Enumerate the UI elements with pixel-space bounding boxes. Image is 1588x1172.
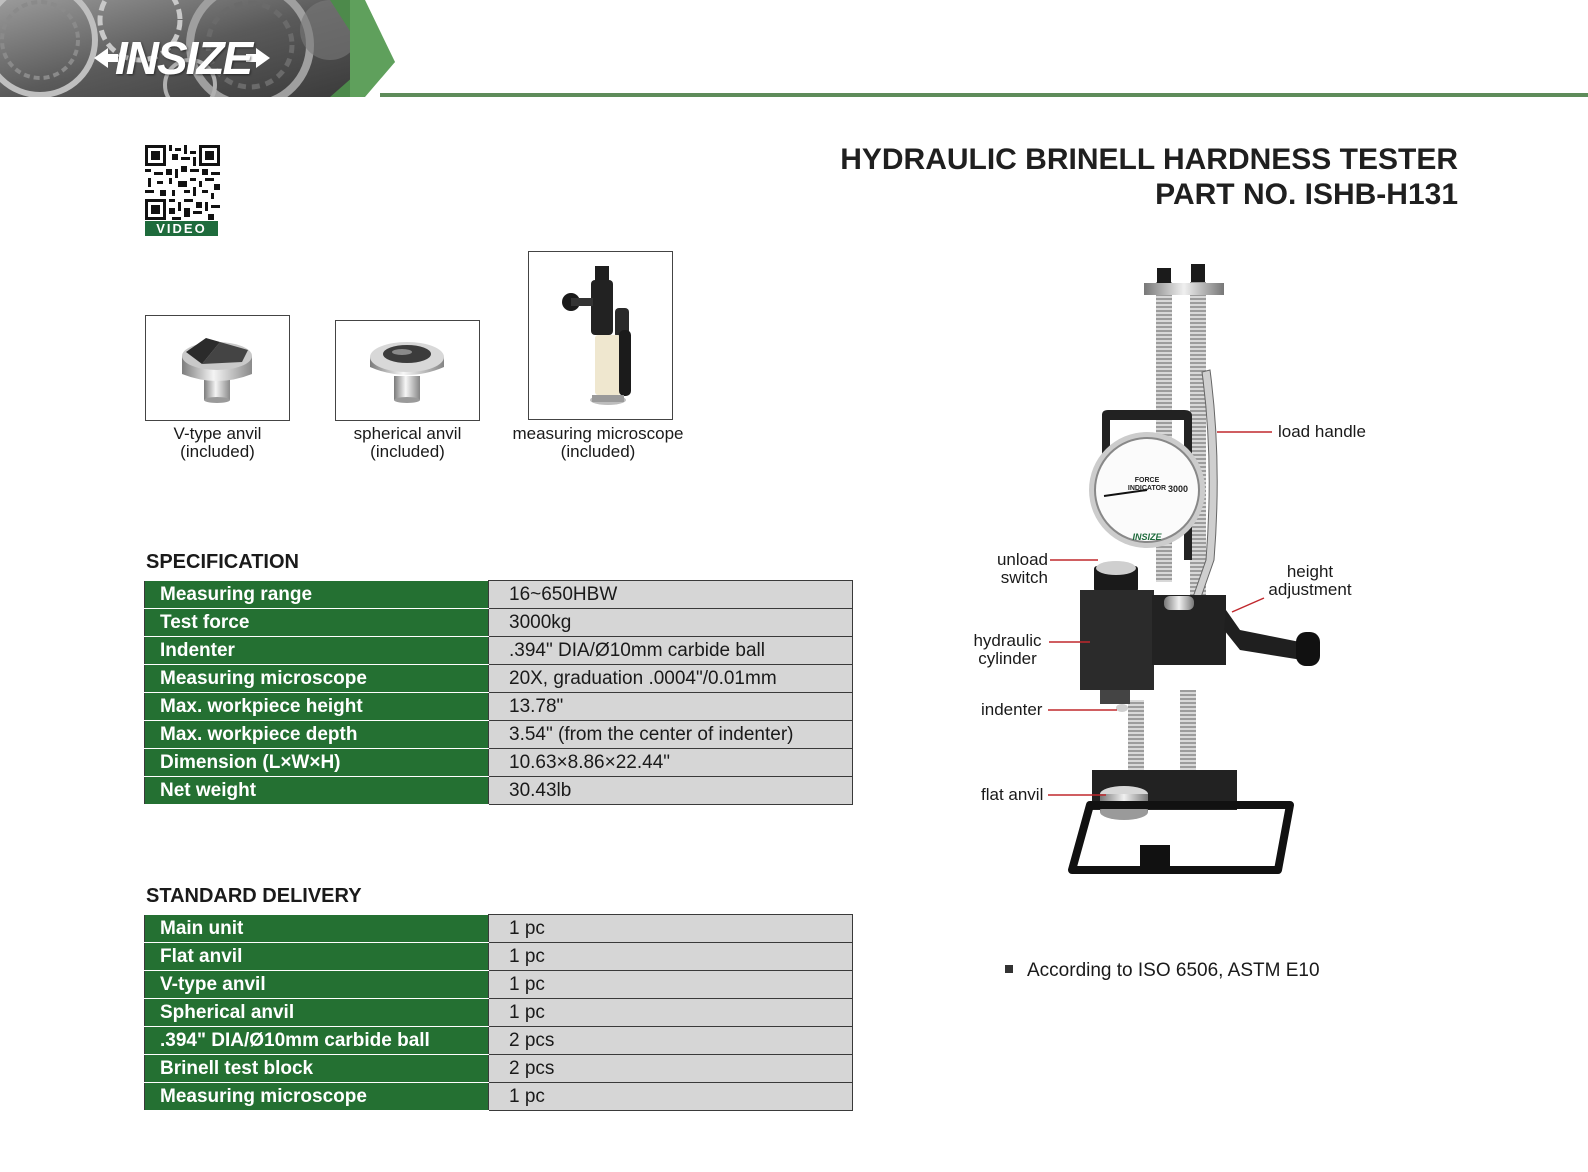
callout-height-adjustment-line2: adjustment (1268, 580, 1352, 599)
specification-table (144, 580, 853, 805)
delivery-qty: 2 pcs (489, 1027, 853, 1055)
delivery-qty: 1 pc (489, 1083, 853, 1111)
part-number: PART NO. ISHB-H131 (1155, 178, 1458, 211)
spec-value: .394" DIA/Ø10mm carbide ball (489, 637, 853, 665)
standard-delivery-heading: STANDARD DELIVERY (146, 885, 362, 907)
logo-text: INSIZE (115, 32, 252, 84)
spherical-anvil-caption (335, 425, 480, 461)
table-row (145, 721, 853, 749)
table-row (145, 999, 853, 1027)
callout-hydraulic-cylinder-line2: cylinder (978, 649, 1037, 668)
delivery-item: .394" DIA/Ø10mm carbide ball (145, 1027, 489, 1055)
table-row (145, 581, 853, 609)
measuring-microscope-image (528, 251, 673, 420)
delivery-item: Spherical anvil (145, 999, 489, 1027)
specification-heading: SPECIFICATION (146, 551, 299, 573)
callout-unload-switch-line1: unload (996, 550, 1048, 569)
v-type-anvil-image (145, 315, 290, 421)
spec-label: Test force (145, 609, 489, 637)
spherical-anvil-icon (336, 321, 479, 420)
spherical-anvil-image (335, 320, 480, 421)
spec-label: Max. workpiece depth (145, 721, 489, 749)
standard-delivery-table (144, 914, 853, 1111)
spec-value: 13.78" (489, 693, 853, 721)
gauge-reading: 3000 (1167, 484, 1189, 494)
spec-value: 3.54" (from the center of indenter) (489, 721, 853, 749)
v-type-anvil-icon (146, 316, 289, 420)
spec-label: Indenter (145, 637, 489, 665)
v-type-anvil-caption (145, 425, 290, 461)
bullet-icon (1005, 965, 1013, 973)
gauge-label-force: FORCE (1134, 477, 1160, 484)
callout-load-handle: load handle (1278, 422, 1366, 441)
spec-label: Max. workpiece height (145, 693, 489, 721)
gauge-brand: INSIZE (1132, 532, 1162, 542)
standard-note-text: According to ISO 6506, ASTM E10 (1027, 960, 1320, 981)
spec-label: Measuring microscope (145, 665, 489, 693)
delivery-qty: 1 pc (489, 943, 853, 971)
table-row (145, 1055, 853, 1083)
v-type-anvil-note: (included) (180, 442, 255, 461)
spec-label: Dimension (L×W×H) (145, 749, 489, 777)
callout-height-adjustment-line1: height (1286, 562, 1334, 581)
callout-unload-switch (985, 551, 1048, 587)
spec-value: 20X, graduation .0004"/0.01mm (489, 665, 853, 693)
product-name: HYDRAULIC BRINELL HARDNESS TESTER (840, 143, 1458, 176)
table-row (145, 749, 853, 777)
delivery-item: V-type anvil (145, 971, 489, 999)
table-row (145, 1027, 853, 1055)
table-row (145, 609, 853, 637)
callout-unload-switch-line2: switch (1000, 568, 1048, 587)
delivery-item: Measuring microscope (145, 1083, 489, 1111)
delivery-qty: 1 pc (489, 915, 853, 943)
spherical-anvil-name: spherical anvil (353, 424, 462, 443)
delivery-qty: 1 pc (489, 999, 853, 1027)
measuring-microscope-name: measuring microscope (512, 424, 684, 443)
table-row (145, 665, 853, 693)
measuring-microscope-caption (498, 425, 698, 461)
spec-value: 10.63×8.86×22.44" (489, 749, 853, 777)
spec-label: Measuring range (145, 581, 489, 609)
video-label: VIDEO (145, 221, 218, 236)
callout-hydraulic-cylinder-line1: hydraulic (973, 631, 1042, 650)
delivery-qty: 2 pcs (489, 1055, 853, 1083)
callout-indenter: indenter (981, 700, 1043, 719)
spec-value: 30.43lb (489, 777, 853, 805)
callout-hydraulic-cylinder (966, 632, 1049, 668)
callout-height-adjustment (1262, 563, 1358, 599)
spec-value: 3000kg (489, 609, 853, 637)
table-row (145, 943, 853, 971)
header-banner (0, 0, 400, 97)
qr-code-icon (145, 145, 220, 220)
spec-label: Net weight (145, 777, 489, 805)
gauge-label-indicator: INDICATOR (1127, 485, 1167, 492)
delivery-item: Flat anvil (145, 943, 489, 971)
brand-logo (92, 30, 272, 86)
measuring-microscope-note: (included) (560, 442, 636, 461)
table-row (145, 777, 853, 805)
delivery-qty: 1 pc (489, 971, 853, 999)
spherical-anvil-note: (included) (370, 442, 445, 461)
page-title (840, 142, 1458, 212)
table-row (145, 693, 853, 721)
callout-flat-anvil: flat anvil (981, 785, 1044, 804)
table-row (145, 915, 853, 943)
table-row (145, 637, 853, 665)
spec-value: 16~650HBW (489, 581, 853, 609)
microscope-icon (529, 252, 672, 419)
delivery-item: Brinell test block (145, 1055, 489, 1083)
table-row (145, 971, 853, 999)
delivery-item: Main unit (145, 915, 489, 943)
standard-note (1005, 960, 1320, 982)
v-type-anvil-name: V-type anvil (173, 424, 262, 443)
table-row (145, 1083, 853, 1111)
header-rule (380, 93, 1588, 97)
